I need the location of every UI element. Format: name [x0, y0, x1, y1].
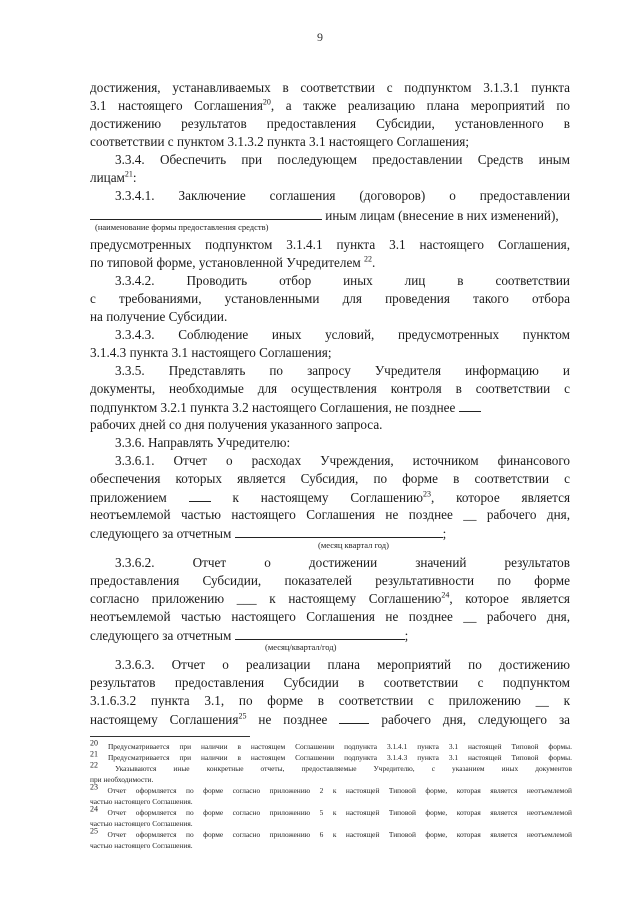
text-line: иным лицам (внесение в них изменений), [90, 207, 570, 224]
text-line: 3.3.6.2. Отчет о достижении значений результатов [115, 555, 570, 570]
text-line: предоставления Субсидии, показателей результативности по форме [90, 573, 570, 588]
field-caption: (месяц квартал год) [318, 540, 389, 550]
text-line: достижению результатов предоставления Субсидии, установленного в [90, 116, 570, 131]
footnote: $^{22}$ Указываются иные конкретные отчеты, предоставляемые Учредителю, с указанием иных документов [90, 760, 572, 773]
footnote: частью настоящего Соглашения. [90, 841, 193, 850]
text-line: достижения, устанавливаемых в соответствии с подпунктом 3.1.3.1 пункта [90, 80, 570, 95]
page-number: 9 [317, 30, 323, 44]
footnote: $^{24}$ Отчет оформляется по форме согласно приложению 5 к настоящей Типовой форме, которая является неотъемлемой [90, 804, 572, 817]
text-line: 3.3.4.2. Проводить отбор иных лиц в соответствии [115, 273, 570, 288]
text-line: обеспечения которых является Субсидия, по форме в соответствии с [90, 471, 570, 486]
footnote: $^{23}$ Отчет оформляется по форме согласно приложению 2 к настоящей Типовой форме, которая является неотъемлемой [90, 782, 572, 795]
footnote: $^{25}$ Отчет оформляется по форме согласно приложению 6 к настоящей Типовой форме, которая является неотъемлемой [90, 826, 572, 839]
text-line: предусмотренных подпунктом 3.1.4.1 пункта 3.1 настоящего Соглашения, [90, 237, 570, 252]
text-line: лицам$^{21}$: [90, 169, 137, 185]
text-line: соответствии с пунктом 3.1.3.2 пункта 3.1 настоящего Соглашения; [90, 134, 469, 149]
text-line: подпунктом 3.2.1 пункта 3.2 настоящего Соглашения, не позднее [90, 399, 570, 416]
text-line: результатов предоставления Субсидии в соответствии с подпунктом [90, 675, 570, 690]
field-caption: (месяц/квартал/год) [265, 642, 337, 652]
text-line: 3.3.4.3. Соблюдение иных условий, предусмотренных пунктом [115, 327, 570, 342]
footnote: частью настоящего Соглашения. [90, 797, 193, 806]
field-caption: (наименование формы предоставления средств) [95, 222, 269, 232]
text-line: следующего за отчетным ; [90, 628, 409, 643]
text-line: с требованиями, установленными для проведения такого отбора [90, 291, 570, 306]
footnote-divider [90, 736, 250, 737]
text-line: 3.1.4.3 пункта 3.1 настоящего Соглашения; [90, 345, 332, 360]
text-line: 3.3.4. Обеспечить при последующем предоставлении Средств иным [115, 152, 570, 167]
footnote: $^{20}$ Предусматривается при наличии в настоящем Соглашении подпункта 3.1.4.1 пункта 3.1 настоящей Типовой формы. [90, 738, 572, 751]
text-line: рабочих дней со дня получения указанного запроса. [90, 417, 383, 432]
text-line: 3.3.6.3. Отчет о реализации плана мероприятий по достижению [115, 657, 570, 672]
text-line: 3.1 настоящего Соглашения$^{20}$, а также реализацию плана мероприятий по [90, 97, 570, 113]
text-line: приложением к настоящему Соглашению$^{23}$, которое является [90, 489, 571, 505]
text-line: согласно приложению ___ к настоящему Соглашению$^{24}$, которое является [90, 590, 570, 606]
text-line: следующего за отчетным ; [90, 526, 447, 541]
text-line: документы, необходимые для осуществления контроля в соответствии с [90, 381, 570, 396]
text-line: 3.3.5. Представлять по запросу Учредителя информацию и [115, 363, 570, 378]
footnote: $^{21}$ Предусматривается при наличии в настоящем Соглашении подпункта 3.1.4.3 пункта 3.1 настоящей Типовой формы. [90, 749, 572, 762]
footnote: при необходимости. [90, 775, 154, 784]
text-line: 3.3.6.1. Отчет о расходах Учреждения, источником финансового [115, 453, 570, 468]
text-line: по типовой форме, установленной Учредителем $^{22}$. [90, 254, 376, 270]
text-line: неотъемлемой частью настоящего Соглашения не позднее __ рабочего дня, [90, 609, 570, 624]
text-line: 3.3.6. Направлять Учредителю: [115, 435, 291, 450]
text-line: неотъемлемой частью настоящего Соглашения не позднее __ рабочего дня, [90, 507, 570, 522]
text-line: 3.1.6.3.2 пункта 3.1, по форме в соответствии с приложению __ к [90, 693, 570, 708]
text-line: на получение Субсидии. [90, 309, 228, 324]
footnote: частью настоящего Соглашения. [90, 819, 193, 828]
text-line: настоящему Соглашения$^{25}$ не позднее рабочего дня, следующего за [90, 711, 571, 727]
text-line: 3.3.4.1. Заключение соглашения (договоров) о предоставлении [115, 188, 570, 203]
